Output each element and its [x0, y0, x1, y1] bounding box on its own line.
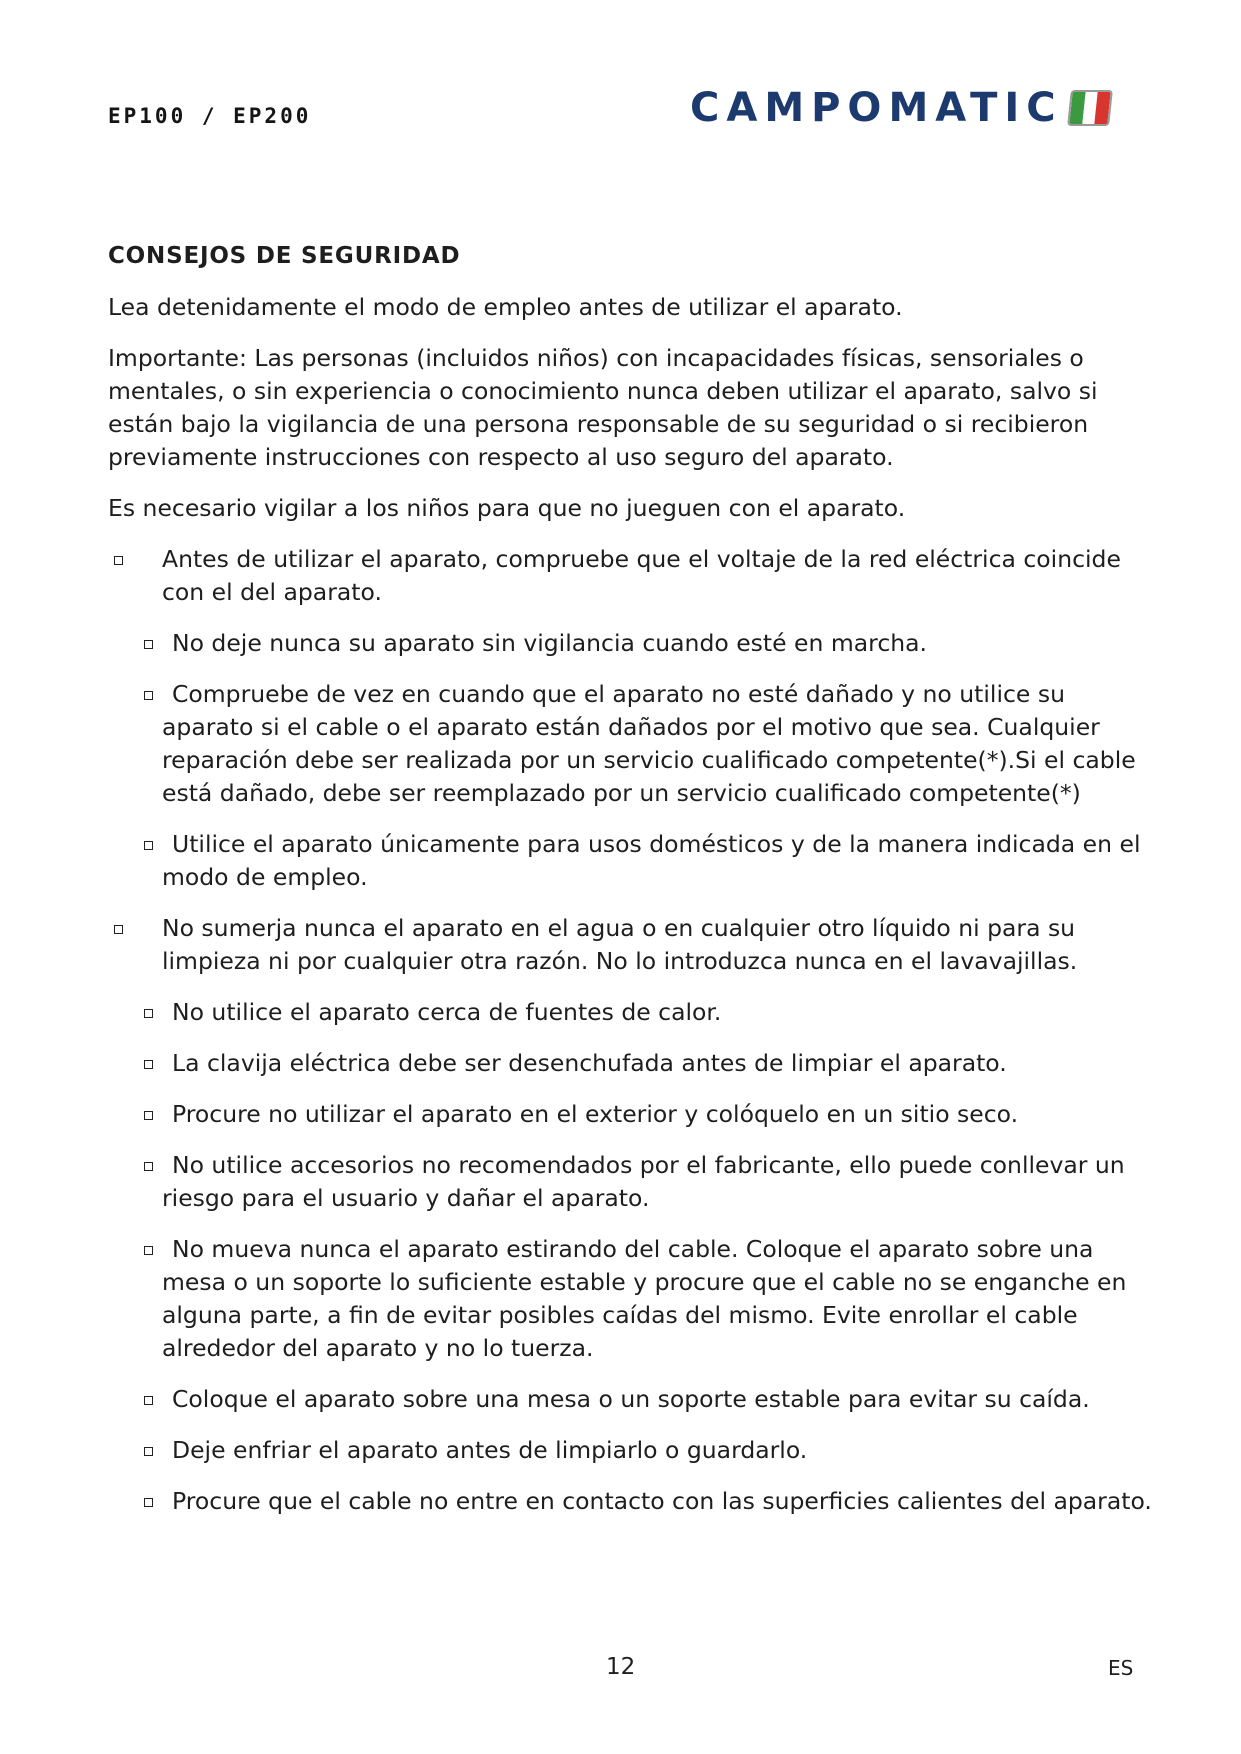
section-title: CONSEJOS DE SEGURIDAD [108, 243, 461, 269]
list-item: Deje enfriar el aparato antes de limpiarlo o guardarlo. [108, 1434, 1160, 1467]
list-item: La clavija eléctrica debe ser desenchufada antes de limpiar el aparato. [108, 1047, 1160, 1080]
main-content [108, 240, 1160, 1536]
list-item: Coloque el aparato sobre una mesa o un soporte estable para evitar su caída. [108, 1383, 1160, 1416]
checkbox-bullet-icon [114, 925, 123, 934]
checkbox-bullet-icon [144, 1111, 153, 1120]
checkbox-bullet-icon [144, 640, 153, 649]
list-item: No utilice accesorios no recomendados por el fabricante, ello puede conllevar un riesgo para el usuario y dañar el aparato. [108, 1149, 1160, 1215]
list-item: Utilice el aparato únicamente para usos domésticos y de la manera indicada en el modo de empleo. [108, 828, 1160, 894]
checkbox-bullet-icon [144, 1060, 153, 1069]
list-item: No deje nunca su aparato sin vigilancia cuando esté en marcha. [108, 627, 1160, 660]
language-code: ES [1108, 1656, 1134, 1680]
checkbox-bullet-icon [144, 691, 153, 700]
list-item: Compruebe de vez en cuando que el aparato no esté dañado y no utilice su aparato si el cable o el aparato están dañados por el motivo que sea. Cualquier reparación debe ser realizada por un servicio cualificado competente(*).Si el cable está dañado, debe ser reemplazado por un servicio cualificado competente(*) [108, 678, 1160, 810]
checkbox-bullet-icon [144, 1162, 153, 1171]
checkbox-bullet-icon [114, 556, 123, 565]
page-number: 12 [606, 1654, 636, 1680]
checkbox-bullet-icon [144, 1246, 153, 1255]
checkbox-bullet-icon [144, 841, 153, 850]
list-item: No utilice el aparato cerca de fuentes de calor. [108, 996, 1160, 1029]
list-item: Antes de utilizar el aparato, compruebe que el voltaje de la red eléctrica coincide con el del aparato. [108, 543, 1160, 609]
paragraph-read-instructions: Lea detenidamente el modo de empleo antes de utilizar el aparato. [108, 293, 903, 321]
brand-logo [690, 85, 1111, 131]
paragraph-children: Es necesario vigilar a los niños para que no jueguen con el aparato. [108, 494, 906, 522]
brand-name: CAMPOMATIC [690, 85, 1063, 131]
checkbox-bullet-icon [144, 1396, 153, 1405]
list-item: Procure no utilizar el aparato en el exterior y colóquelo en un sitio seco. [108, 1098, 1160, 1131]
list-item: Procure que el cable no entre en contacto con las superficies calientes del aparato. [108, 1485, 1160, 1518]
checkbox-bullet-icon [144, 1447, 153, 1456]
checkbox-bullet-icon [144, 1009, 153, 1018]
paragraph-important: Importante: Las personas (incluidos niños) con incapacidades físicas, sensoriales o mentales, o sin experiencia o conocimiento nunca deben utilizar el aparato, salvo si están bajo la vigilancia de una persona responsable de su seguridad o si recibieron previamente instrucciones con respecto al uso seguro del aparato. [108, 344, 1098, 471]
list-item: No sumerja nunca el aparato en el agua o en cualquier otro líquido ni para su limpieza ni por cualquier otra razón. No lo introduzca nunca en el lavavajillas. [108, 912, 1160, 978]
checkbox-bullet-icon [144, 1498, 153, 1507]
list-item: No mueva nunca el aparato estirando del cable. Coloque el aparato sobre una mesa o un soporte lo suficiente estable y procure que el cable no se enganche en alguna parte, a fin de evitar posibles caídas del mismo. Evite enrollar el cable alrededor del aparato y no lo tuerza. [108, 1233, 1160, 1365]
italian-flag-icon [1067, 90, 1113, 126]
model-header: EP100 / EP200 [108, 104, 312, 128]
